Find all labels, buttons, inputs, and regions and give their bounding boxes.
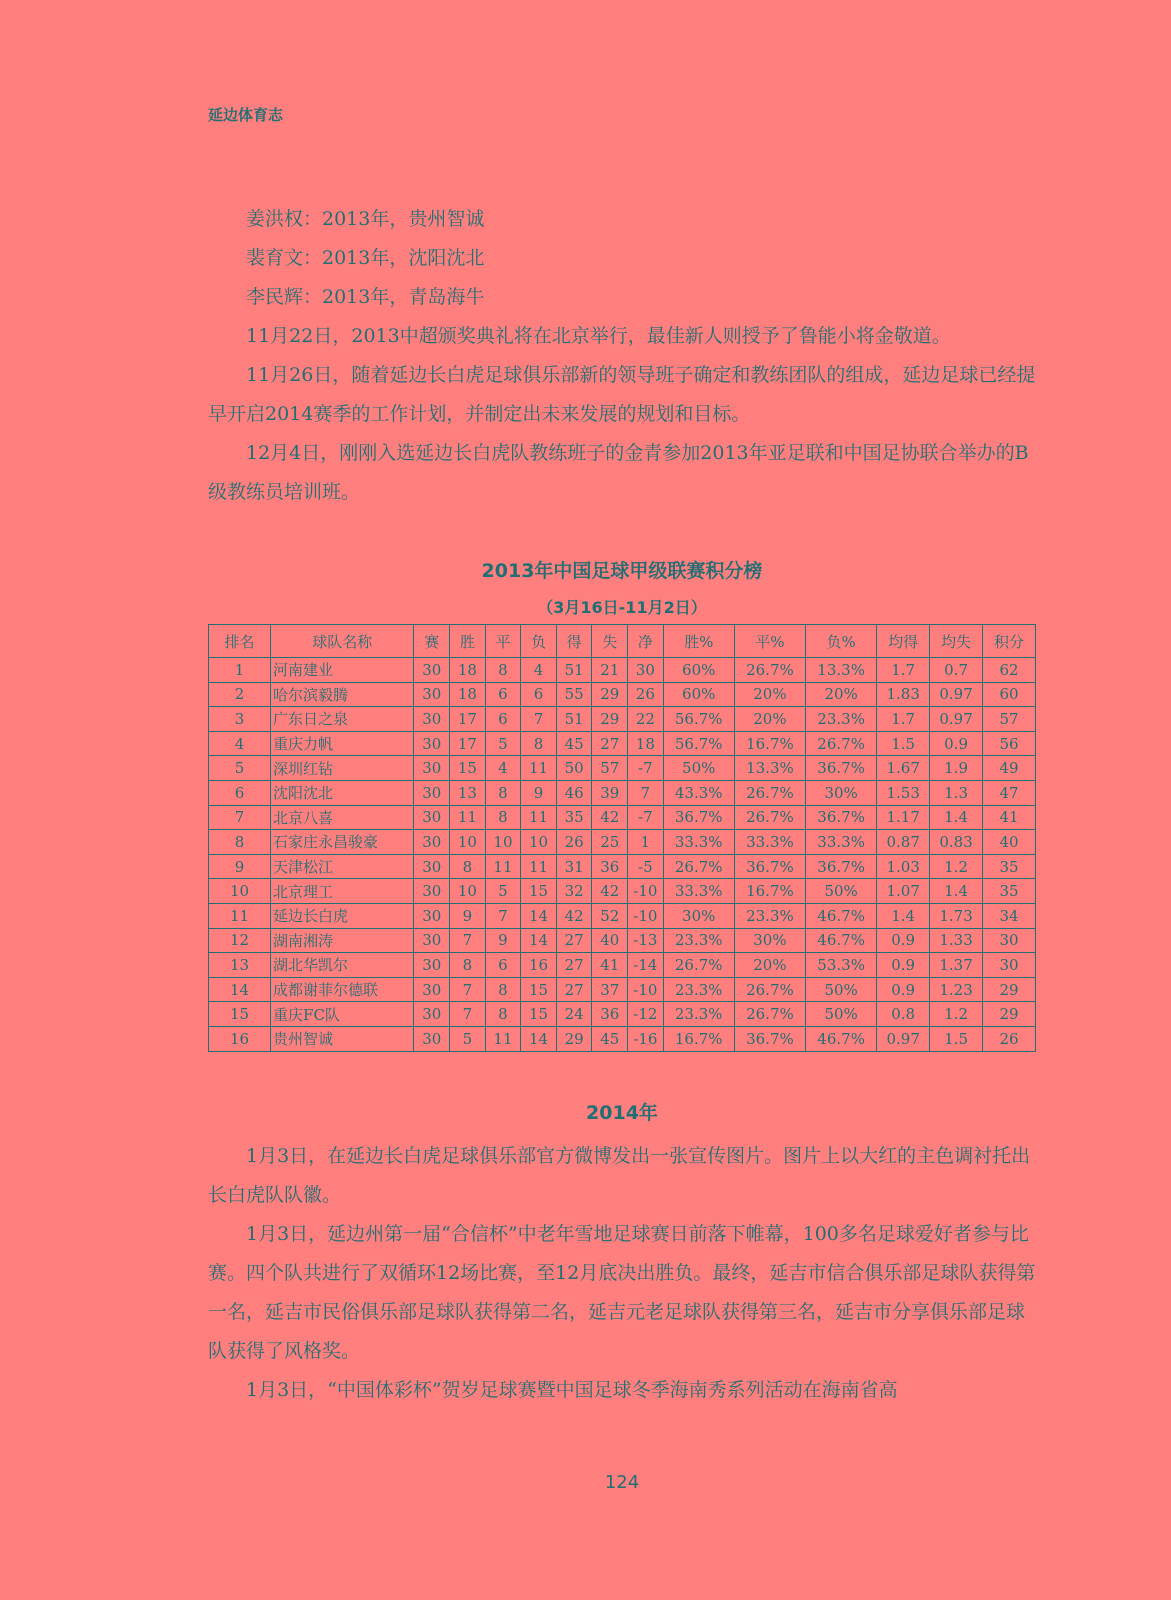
- table-cell: 河南建业: [271, 658, 414, 683]
- table-cell: 沈阳沈北: [271, 780, 414, 805]
- table-cell: 1.33: [930, 928, 983, 953]
- table-cell: 30: [414, 780, 450, 805]
- table-cell: 27: [556, 977, 592, 1002]
- table-cell: 2: [209, 682, 271, 707]
- table-cell: 9: [450, 903, 486, 928]
- table-cell: 16: [521, 953, 557, 978]
- paragraph: 李民辉：2013年，青岛海牛: [246, 286, 485, 308]
- paragraph: 1月3日，“中国体彩杯”贺岁足球赛暨中国足球冬季海南秀系列活动在海南省高: [246, 1379, 898, 1401]
- table-cell: 0.83: [930, 830, 983, 855]
- table-body: [209, 658, 1036, 1052]
- table-cell: 5: [485, 879, 521, 904]
- table-row: [209, 707, 1036, 732]
- table-cell: 6: [521, 682, 557, 707]
- table-cell: 1.3: [930, 780, 983, 805]
- table-cell: 36: [592, 1002, 628, 1027]
- table-cell: 27: [592, 731, 628, 756]
- table-cell: 62: [983, 658, 1036, 683]
- table-cell: 56.7%: [663, 731, 734, 756]
- table-cell: 60%: [663, 658, 734, 683]
- table-cell: 4: [485, 756, 521, 781]
- table-cell: 8: [521, 731, 557, 756]
- table-cell: 7: [450, 1002, 486, 1027]
- table-cell: 26.7%: [734, 658, 805, 683]
- table-cell: 24: [556, 1002, 592, 1027]
- table-cell: 51: [556, 707, 592, 732]
- column-header: 负%: [806, 625, 877, 658]
- table-cell: 45: [556, 731, 592, 756]
- table-cell: 10: [485, 830, 521, 855]
- table-cell: 0.97: [930, 682, 983, 707]
- table-cell: 7: [450, 977, 486, 1002]
- table-cell: 20%: [734, 953, 805, 978]
- table-cell: 11: [521, 805, 557, 830]
- table-cell: 46.7%: [806, 903, 877, 928]
- table-cell: 30: [414, 707, 450, 732]
- table-cell: 延边长白虎: [271, 903, 414, 928]
- table-cell: 30: [414, 658, 450, 683]
- table-cell: 47: [983, 780, 1036, 805]
- table-cell: 16: [209, 1026, 271, 1051]
- table-cell: 13: [450, 780, 486, 805]
- table-cell: 15: [209, 1002, 271, 1027]
- table-cell: 34: [983, 903, 1036, 928]
- table-cell: 30: [414, 830, 450, 855]
- table-cell: 53.3%: [806, 953, 877, 978]
- table-cell: 42: [592, 879, 628, 904]
- table-cell: 14: [521, 928, 557, 953]
- table-cell: 16.7%: [734, 731, 805, 756]
- table-cell: 7: [521, 707, 557, 732]
- table-cell: 1.4: [930, 805, 983, 830]
- column-header: 负: [521, 625, 557, 658]
- table-cell: 1.67: [877, 756, 930, 781]
- running-header: 延边体育志: [208, 106, 284, 124]
- table-cell: 26.7%: [663, 953, 734, 978]
- table-cell: -10: [628, 903, 664, 928]
- table-cell: 23.3%: [663, 1002, 734, 1027]
- table-cell: 1.2: [930, 854, 983, 879]
- column-header: 平%: [734, 625, 805, 658]
- column-header: 平: [485, 625, 521, 658]
- table-cell: 13.3%: [806, 658, 877, 683]
- table-cell: 广东日之泉: [271, 707, 414, 732]
- table-cell: -14: [628, 953, 664, 978]
- table-cell: -7: [628, 805, 664, 830]
- table-cell: 18: [450, 658, 486, 683]
- table-cell: 30: [414, 756, 450, 781]
- table-cell: 45: [592, 1026, 628, 1051]
- table-cell: -16: [628, 1026, 664, 1051]
- column-header: 赛: [414, 625, 450, 658]
- table-cell: -10: [628, 977, 664, 1002]
- table-cell: 35: [983, 879, 1036, 904]
- table-cell: 30: [983, 953, 1036, 978]
- table-cell: 8: [485, 805, 521, 830]
- table-row: [209, 854, 1036, 879]
- table-cell: 32: [556, 879, 592, 904]
- table-cell: 23.3%: [806, 707, 877, 732]
- table-cell: 30: [414, 805, 450, 830]
- table-cell: 29: [592, 707, 628, 732]
- table-cell: 11: [521, 756, 557, 781]
- column-header: 胜%: [663, 625, 734, 658]
- table-cell: 0.9: [877, 953, 930, 978]
- table-cell: 21: [592, 658, 628, 683]
- table-cell: 11: [209, 903, 271, 928]
- table-cell: 57: [592, 756, 628, 781]
- table-cell: 30: [414, 854, 450, 879]
- table-cell: 12: [209, 928, 271, 953]
- table-cell: 15: [521, 977, 557, 1002]
- table-cell: 31: [556, 854, 592, 879]
- table-cell: 23.3%: [663, 928, 734, 953]
- table-cell: 0.97: [877, 1026, 930, 1051]
- table-cell: 26.7%: [734, 780, 805, 805]
- table-cell: 30%: [806, 780, 877, 805]
- table-cell: 1.5: [877, 731, 930, 756]
- table-cell: 北京八喜: [271, 805, 414, 830]
- table-cell: 30: [414, 903, 450, 928]
- table-cell: 26.7%: [806, 731, 877, 756]
- table-row: [209, 903, 1036, 928]
- table-cell: 42: [556, 903, 592, 928]
- column-header: 均失: [930, 625, 983, 658]
- column-header: 均得: [877, 625, 930, 658]
- text-block-top: [208, 200, 1036, 512]
- column-header: 球队名称: [271, 625, 414, 658]
- table-cell: 20%: [734, 707, 805, 732]
- column-header: 失: [592, 625, 628, 658]
- table-cell: 1.83: [877, 682, 930, 707]
- table-cell: 40: [592, 928, 628, 953]
- table-cell: 46.7%: [806, 1026, 877, 1051]
- table-cell: 11: [450, 805, 486, 830]
- table-cell: 8: [485, 1002, 521, 1027]
- table-row: [209, 830, 1036, 855]
- table-cell: 36.7%: [806, 805, 877, 830]
- table-cell: 6: [485, 707, 521, 732]
- table-cell: 35: [983, 854, 1036, 879]
- table-cell: 30%: [663, 903, 734, 928]
- table-cell: 42: [592, 805, 628, 830]
- table-cell: 1.5: [930, 1026, 983, 1051]
- table-row: [209, 879, 1036, 904]
- table-cell: 1: [628, 830, 664, 855]
- table-cell: 1.03: [877, 854, 930, 879]
- table-cell: 22: [628, 707, 664, 732]
- table-cell: 50%: [806, 977, 877, 1002]
- table-cell: 湖南湘涛: [271, 928, 414, 953]
- table-cell: 14: [521, 1026, 557, 1051]
- table-cell: 41: [592, 953, 628, 978]
- table-cell: 1.2: [930, 1002, 983, 1027]
- table-cell: 52: [592, 903, 628, 928]
- table-cell: 6: [209, 780, 271, 805]
- table-row: [209, 953, 1036, 978]
- table-cell: 18: [628, 731, 664, 756]
- table-cell: 5: [450, 1026, 486, 1051]
- table-cell: 51: [556, 658, 592, 683]
- table-cell: 39: [592, 780, 628, 805]
- table-row: [209, 1026, 1036, 1051]
- table-cell: 30: [414, 731, 450, 756]
- table-cell: 18: [450, 682, 486, 707]
- table-title: 2013年中国足球甲级联赛积分榜: [481, 560, 763, 582]
- table-cell: 1.53: [877, 780, 930, 805]
- table-cell: 26: [983, 1026, 1036, 1051]
- table-cell: 0.9: [877, 928, 930, 953]
- table-cell: 30: [983, 928, 1036, 953]
- table-row: [209, 780, 1036, 805]
- table-cell: -5: [628, 854, 664, 879]
- table-cell: 1.7: [877, 707, 930, 732]
- table-cell: 10: [450, 830, 486, 855]
- table-cell: 17: [450, 707, 486, 732]
- table-cell: 30%: [734, 928, 805, 953]
- table-row: [209, 977, 1036, 1002]
- table-cell: 30: [628, 658, 664, 683]
- paragraph: 12月4日，刚刚入选延边长白虎队教练班子的金青参加2013年亚足联和中国足协联合举办的B级教练员培训班。: [208, 442, 1029, 503]
- table-cell: 14: [521, 903, 557, 928]
- table-cell: 29: [556, 1026, 592, 1051]
- table-cell: 15: [521, 1002, 557, 1027]
- table-cell: 8: [485, 780, 521, 805]
- table-cell: 10: [209, 879, 271, 904]
- table-cell: 14: [209, 977, 271, 1002]
- table-cell: -7: [628, 756, 664, 781]
- text-block-bottom: [208, 1137, 1036, 1410]
- table-cell: 7: [450, 928, 486, 953]
- table-cell: 6: [485, 953, 521, 978]
- table-cell: 0.8: [877, 1002, 930, 1027]
- table-cell: 1.37: [930, 953, 983, 978]
- table-cell: 11: [485, 854, 521, 879]
- table-cell: 30: [414, 1002, 450, 1027]
- paragraph: 裴育文：2013年，沈阳沈北: [246, 247, 485, 269]
- table-cell: 1.23: [930, 977, 983, 1002]
- table-cell: 3: [209, 707, 271, 732]
- table-cell: 30: [414, 682, 450, 707]
- table-cell: 5: [209, 756, 271, 781]
- table-row: [209, 1002, 1036, 1027]
- page-number: 124: [604, 1472, 640, 1493]
- table-cell: 9: [209, 854, 271, 879]
- table-cell: 50%: [663, 756, 734, 781]
- table-cell: 46.7%: [806, 928, 877, 953]
- table-cell: 26.7%: [734, 805, 805, 830]
- table-cell: 23.3%: [734, 903, 805, 928]
- table-cell: 0.97: [930, 707, 983, 732]
- table-cell: 30: [414, 879, 450, 904]
- table-cell: 7: [628, 780, 664, 805]
- table-row: [209, 682, 1036, 707]
- table-cell: 9: [521, 780, 557, 805]
- table-cell: 37: [592, 977, 628, 1002]
- table-cell: 1.07: [877, 879, 930, 904]
- table-subtitle: （3月16日-11月2日）: [537, 598, 707, 617]
- table-cell: 北京理工: [271, 879, 414, 904]
- table-cell: 46: [556, 780, 592, 805]
- table-cell: -13: [628, 928, 664, 953]
- table-header-row: [209, 625, 1036, 658]
- table-cell: 4: [209, 731, 271, 756]
- table-cell: 36.7%: [806, 756, 877, 781]
- table-row: [209, 805, 1036, 830]
- paragraph: 11月22日，2013中超颁奖典礼将在北京举行，最佳新人则授予了鲁能小将金敬道。: [246, 325, 951, 347]
- table-cell: 27: [556, 953, 592, 978]
- table-cell: 重庆FC队: [271, 1002, 414, 1027]
- table-cell: 60%: [663, 682, 734, 707]
- table-row: [209, 756, 1036, 781]
- table-cell: 7: [209, 805, 271, 830]
- table-cell: 深圳红钻: [271, 756, 414, 781]
- table-cell: 成都谢菲尔德联: [271, 977, 414, 1002]
- table-cell: 26.7%: [663, 854, 734, 879]
- table-cell: 36.7%: [806, 854, 877, 879]
- table-cell: 50%: [806, 1002, 877, 1027]
- table-cell: 23.3%: [663, 977, 734, 1002]
- table-cell: -10: [628, 879, 664, 904]
- standings-table: [208, 624, 1036, 1052]
- table-cell: 1.4: [877, 903, 930, 928]
- table-cell: 26.7%: [734, 1002, 805, 1027]
- column-header: 净: [628, 625, 664, 658]
- table-cell: 4: [521, 658, 557, 683]
- table-cell: 26.7%: [734, 977, 805, 1002]
- table-cell: 15: [521, 879, 557, 904]
- table-cell: 6: [485, 682, 521, 707]
- table-cell: 13.3%: [734, 756, 805, 781]
- table-cell: 20%: [806, 682, 877, 707]
- table-cell: 35: [556, 805, 592, 830]
- column-header: 积分: [983, 625, 1036, 658]
- paragraph: 11月26日，随着延边长白虎足球俱乐部新的领导班子确定和教练团队的组成，延边足球已经提早开启2014赛季的工作计划，并制定出未来发展的规划和目标。: [208, 364, 1036, 425]
- table-cell: 1.9: [930, 756, 983, 781]
- table-cell: 重庆力帆: [271, 731, 414, 756]
- paragraph: 1月3日，在延边长白虎足球俱乐部官方微博发出一张宣传图片。图片上以大红的主色调衬托出长白虎队队徽。: [208, 1145, 1031, 1206]
- table-cell: 29: [983, 1002, 1036, 1027]
- table-cell: 30: [414, 977, 450, 1002]
- table-cell: 8: [450, 854, 486, 879]
- table-cell: 43.3%: [663, 780, 734, 805]
- table-cell: 石家庄永昌骏豪: [271, 830, 414, 855]
- table-row: [209, 928, 1036, 953]
- table-cell: 29: [592, 682, 628, 707]
- table-cell: 26: [628, 682, 664, 707]
- table-cell: 27: [556, 928, 592, 953]
- table-cell: 15: [450, 756, 486, 781]
- table-cell: 5: [485, 731, 521, 756]
- section-heading: 2014年: [586, 1102, 658, 1124]
- table-cell: 17: [450, 731, 486, 756]
- table-cell: 33.3%: [663, 830, 734, 855]
- table-cell: 0.9: [930, 731, 983, 756]
- table-row: [209, 731, 1036, 756]
- table-cell: 16.7%: [734, 879, 805, 904]
- table-cell: 56: [983, 731, 1036, 756]
- table-cell: 30: [414, 953, 450, 978]
- table-cell: 11: [485, 1026, 521, 1051]
- table-cell: 8: [450, 953, 486, 978]
- table-cell: 11: [521, 854, 557, 879]
- table-cell: 49: [983, 756, 1036, 781]
- paragraph: 姜洪权：2013年，贵州智诚: [246, 208, 485, 230]
- table-cell: 33.3%: [734, 830, 805, 855]
- paragraph: 1月3日，延边州第一届“合信杯”中老年雪地足球赛日前落下帷幕，100多名足球爱好者参与比赛。四个队共进行了双循环12场比赛，至12月底决出胜负。最终，延吉市信合俱乐部足球队获得第一名，延吉市民俗俱乐部足球队获得第二名，延吉元老足球队获得第三名，延吉市分享俱乐部足球队获得了风格奖。: [208, 1223, 1036, 1362]
- table-cell: -12: [628, 1002, 664, 1027]
- table-cell: 36.7%: [663, 805, 734, 830]
- table-cell: 10: [450, 879, 486, 904]
- table-cell: 56.7%: [663, 707, 734, 732]
- table-cell: 1.17: [877, 805, 930, 830]
- table-cell: 60: [983, 682, 1036, 707]
- table-cell: 36.7%: [734, 1026, 805, 1051]
- table-cell: 20%: [734, 682, 805, 707]
- table-cell: 8: [485, 658, 521, 683]
- column-header: 排名: [209, 625, 271, 658]
- table-cell: 9: [485, 928, 521, 953]
- table-cell: 33.3%: [806, 830, 877, 855]
- table-cell: 0.9: [877, 977, 930, 1002]
- table-cell: 1.7: [877, 658, 930, 683]
- column-header: 胜: [450, 625, 486, 658]
- table-cell: 13: [209, 953, 271, 978]
- table-cell: 10: [521, 830, 557, 855]
- table-cell: 33.3%: [663, 879, 734, 904]
- table-cell: 贵州智诚: [271, 1026, 414, 1051]
- table-cell: 30: [414, 1026, 450, 1051]
- table-cell: 41: [983, 805, 1036, 830]
- column-header: 得: [556, 625, 592, 658]
- table-cell: 0.87: [877, 830, 930, 855]
- table-cell: 55: [556, 682, 592, 707]
- table-cell: 26: [556, 830, 592, 855]
- table-cell: 8: [209, 830, 271, 855]
- table-cell: 36.7%: [734, 854, 805, 879]
- table-cell: 40: [983, 830, 1036, 855]
- table-cell: 天津松江: [271, 854, 414, 879]
- table-cell: 哈尔滨毅腾: [271, 682, 414, 707]
- table-cell: 16.7%: [663, 1026, 734, 1051]
- table-cell: 29: [983, 977, 1036, 1002]
- table-cell: 1.4: [930, 879, 983, 904]
- table-cell: 1: [209, 658, 271, 683]
- table-cell: 0.7: [930, 658, 983, 683]
- table-cell: 30: [414, 928, 450, 953]
- table-cell: 8: [485, 977, 521, 1002]
- table-row: [209, 658, 1036, 683]
- table-cell: 湖北华凯尔: [271, 953, 414, 978]
- table-cell: 57: [983, 707, 1036, 732]
- table-cell: 1.73: [930, 903, 983, 928]
- table-cell: 36: [592, 854, 628, 879]
- table-cell: 25: [592, 830, 628, 855]
- table-cell: 50: [556, 756, 592, 781]
- table-cell: 50%: [806, 879, 877, 904]
- table-cell: 7: [485, 903, 521, 928]
